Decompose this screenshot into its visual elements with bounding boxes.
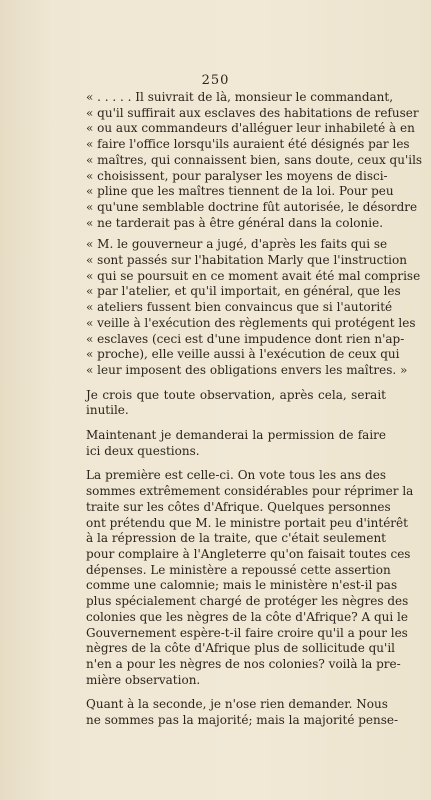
text-line: Je crois que toute observation, après cela, serait: [86, 387, 386, 402]
text-line: « faire l'office lorsqu'ils auraient été désignés par les: [86, 137, 410, 152]
text-line: pour complaire à l'Angleterre qu'on faisait toutes ces: [86, 546, 411, 561]
text-line: nègres de la côte d'Afrique plus de sollicitude qu'il: [86, 641, 395, 656]
text-line: « esclaves (ceci est d'une impudence dont rien n'ap-: [86, 331, 405, 346]
text-line: n'en a pour les nègres de nos colonies? voilà la pre-: [86, 656, 401, 671]
text-line: sommes extrêmement considérables pour réprimer la: [86, 484, 414, 499]
text-line: La première est celle-ci. On vote tous les ans des: [86, 468, 386, 483]
text-line: « qu'il suffirait aux esclaves des habitations de refuser: [86, 105, 419, 120]
text-line: « sont passés sur l'habitation Marly que l'instruction: [86, 253, 407, 268]
text-line: « qui se poursuit en ce moment avait été mal comprise: [86, 268, 421, 283]
paragraph-gap: [86, 419, 386, 428]
text-line: Quant à la seconde, je n'ose rien demander. Nous: [86, 697, 388, 712]
text-line: « maîtres, qui connaissent bien, sans doute, ceux qu'ils: [86, 152, 423, 167]
paragraph-gap: [86, 688, 386, 697]
text-line: « . . . . . Il suivrait de là, monsieur le commandant,: [86, 90, 394, 104]
text-line: dépenses. Le ministère a repoussé cette assertion: [86, 562, 391, 577]
paragraph-gap: [86, 379, 386, 388]
text-line: traite sur les côtes d'Afrique. Quelques personnes: [86, 499, 391, 514]
paragraph-observation: [86, 388, 386, 419]
text-line: « M. le gouverneur a jugé, d'après les faits qui se: [86, 237, 388, 252]
text-line: « ne tarderait pas à être général dans la colonie.: [86, 215, 384, 230]
paragraph-questions: [86, 428, 386, 459]
text-line: colonies que les nègres de la côte d'Afrique? A qui le: [86, 609, 408, 624]
text-line: « veille à l'exécution des règlements qui protégent les: [86, 315, 416, 330]
text-line: « pline que les maîtres tiennent de la loi. Pour peu: [86, 184, 394, 199]
text-line: « ou aux commandeurs d'alléguer leur inhabileté à en: [86, 121, 415, 136]
page-number: 250: [201, 73, 230, 88]
text-line: comme une calomnie; mais le ministère n'est-il pas: [86, 578, 398, 593]
text-line: « ateliers fussent bien convaincus que si l'autorité: [86, 300, 393, 315]
text-body: [86, 90, 423, 729]
text-line: Maintenant je demanderai la permission de faire: [86, 428, 386, 443]
quote-paragraph-1: [86, 90, 423, 231]
text-line: inutile.: [86, 403, 129, 418]
text-line: « leur imposent des obligations envers les maîtres. »: [86, 362, 408, 377]
paragraph-first-question: [86, 468, 414, 688]
text-line: « choisissent, pour paralyser les moyens de disci-: [86, 168, 388, 183]
text-line: Gouvernement espère-t-il faire croire qu'il a pour les: [86, 625, 408, 640]
paragraph-second-question: [86, 697, 399, 728]
quote-paragraph-2: [86, 237, 421, 378]
paragraph-gap: [86, 459, 386, 468]
text-line: « qu'une semblable doctrine fût autorisée, le désordre: [86, 199, 418, 214]
text-line: ont prétendu que M. le ministre portait peu d'intérêt: [86, 515, 408, 530]
text-line: « proche), elle veille aussi à l'exécution de ceux qui: [86, 347, 400, 362]
text-line: ne sommes pas la majorité; mais la majorité pense-: [86, 713, 399, 728]
text-line: plus spécialement chargé de protéger les nègres des: [86, 594, 409, 609]
text-line: « par l'atelier, et qu'il importait, en général, que les: [86, 284, 401, 299]
text-line: mière observation.: [86, 672, 201, 687]
text-line: ici deux questions.: [86, 443, 200, 458]
text-line: à la répression de la traite, que c'était seulement: [86, 531, 386, 546]
